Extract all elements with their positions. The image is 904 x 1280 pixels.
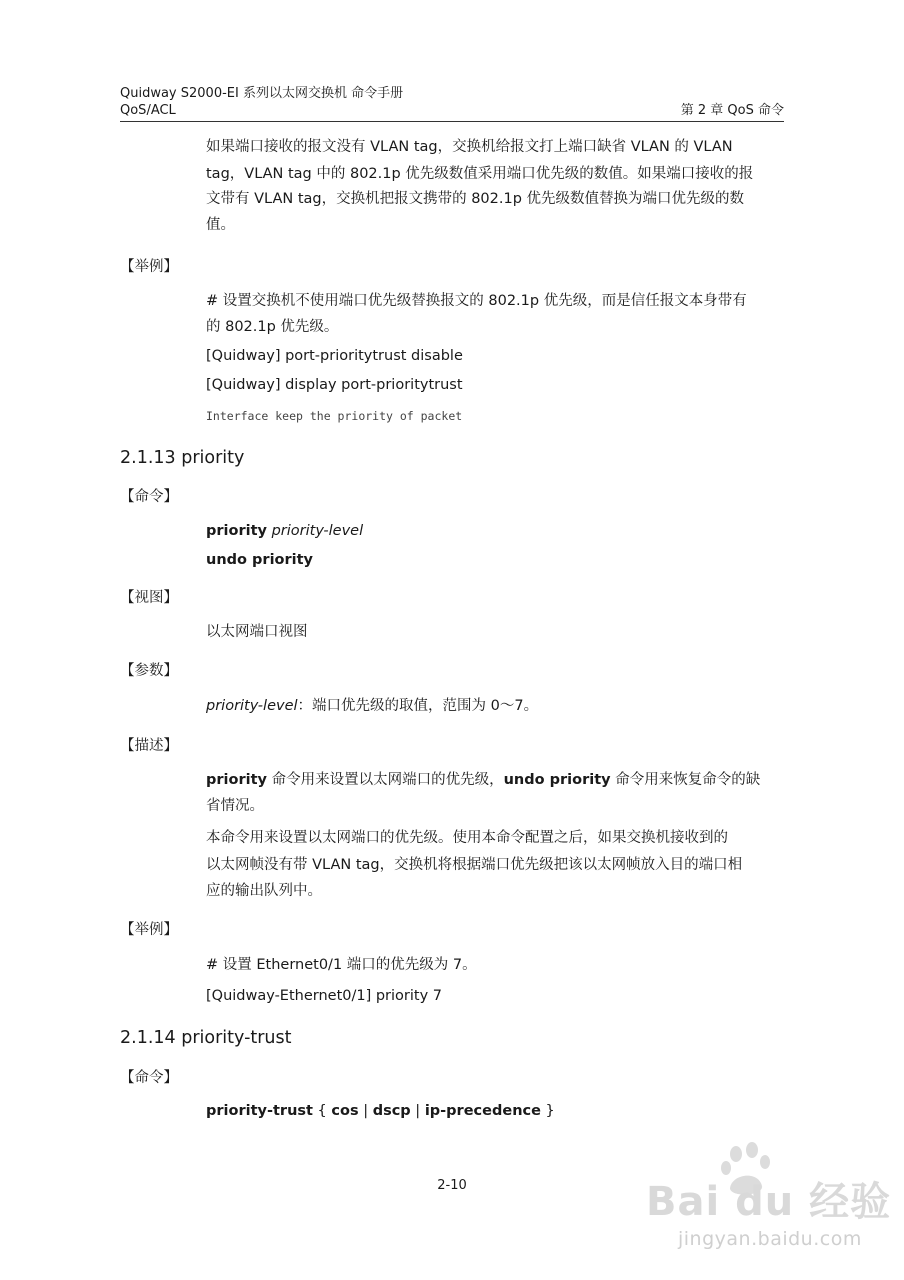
description-keyword-1: priority	[206, 772, 267, 788]
running-header-section: QoS/ACL	[120, 103, 176, 118]
example-tag-2: 【举例】	[120, 922, 178, 938]
watermark-url: jingyan.baidu.com	[678, 1228, 862, 1250]
description-line-4: 以太网帧没有带 VLAN tag，交换机将根据端口优先级把该以太网帧放入目的端口相	[206, 857, 743, 873]
parameter-tag: 【参数】	[120, 663, 178, 679]
description-keyword-2: undo priority	[503, 772, 611, 788]
example-desc-line-1: # 设置交换机不使用端口优先级替换报文的 802.1p 优先级，而是信任报文本身带有	[206, 293, 747, 309]
example-desc-2: # 设置 Ethernet0/1 端口的优先级为 7。	[206, 957, 477, 973]
command-syntax-2	[206, 1100, 555, 1122]
description-line-1	[206, 769, 760, 791]
description-text-1: 命令用来设置以太网端口的优先级，	[266, 772, 504, 788]
command-syntax	[206, 520, 363, 542]
description-line-2: 省情况。	[206, 798, 264, 814]
description-line-5: 应的输出队列中。	[206, 883, 322, 899]
header-rule	[120, 121, 784, 122]
example-command-1: [Quidway] port-prioritytrust disable	[206, 348, 463, 364]
parameter-description: ：端口优先级的取值，范围为 0～7。	[297, 698, 539, 714]
command-output: Interface keep the priority of packet	[206, 409, 463, 423]
command-keyword: priority	[206, 523, 267, 539]
command-tag-2: 【命令】	[120, 1070, 178, 1086]
section-heading-priority-trust: 2.1.14 priority-trust	[120, 1028, 292, 1048]
undo-command-syntax: undo priority	[206, 552, 314, 568]
intro-line-4: 值。	[206, 217, 235, 233]
watermark-logo-text: Bai du 经验	[646, 1179, 892, 1225]
section-heading-priority: 2.1.13 priority	[120, 448, 245, 468]
command-keyword-2: priority-trust	[206, 1103, 313, 1119]
brace-close: }	[540, 1103, 555, 1119]
intro-line-2: tag，VLAN tag 中的 802.1p 优先级数值采用端口优先级的数值。如果端口接收的报	[206, 166, 754, 182]
running-header-chapter: 第 2 章 QoS 命令	[680, 103, 784, 118]
description-line-3: 本命令用来设置以太网端口的优先级。使用本命令配置之后，如果交换机接收到的	[206, 830, 728, 846]
example-command-2: [Quidway] display port-prioritytrust	[206, 377, 463, 393]
option-dscp: dscp	[372, 1103, 411, 1119]
parameter-name: priority-level	[206, 698, 298, 714]
command-tag: 【命令】	[120, 489, 178, 505]
intro-line-1: 如果端口接收的报文没有 VLAN tag，交换机给报文打上端口缺省 VLAN 的 VLAN	[206, 139, 733, 155]
description-text-2: 命令用来恢复命令的缺	[610, 772, 761, 788]
page-number: 2-10	[437, 1178, 467, 1193]
brace-open: {	[312, 1103, 332, 1119]
running-header-title: Quidway S2000-EI 系列以太网交换机 命令手册	[120, 86, 404, 101]
view-text: 以太网端口视图	[206, 624, 308, 640]
parameter-line	[206, 695, 538, 717]
running-header-row	[120, 103, 784, 119]
example-desc-line-2: 的 802.1p 优先级。	[206, 319, 339, 335]
view-tag: 【视图】	[120, 590, 178, 606]
baidu-watermark	[636, 1140, 892, 1270]
intro-line-3: 文带有 VLAN tag，交换机把报文携带的 802.1p 优先级数值替换为端口优先级的数	[206, 191, 745, 207]
option-ip-precedence: ip-precedence	[424, 1103, 541, 1119]
example-command-3: [Quidway-Ethernet0/1] priority 7	[206, 988, 443, 1004]
example-tag: 【举例】	[120, 259, 178, 275]
description-tag: 【描述】	[120, 738, 178, 754]
option-cos: cos	[331, 1103, 359, 1119]
separator-1: |	[358, 1103, 373, 1119]
command-parameter: priority-level	[271, 523, 364, 539]
separator-2: |	[410, 1103, 425, 1119]
